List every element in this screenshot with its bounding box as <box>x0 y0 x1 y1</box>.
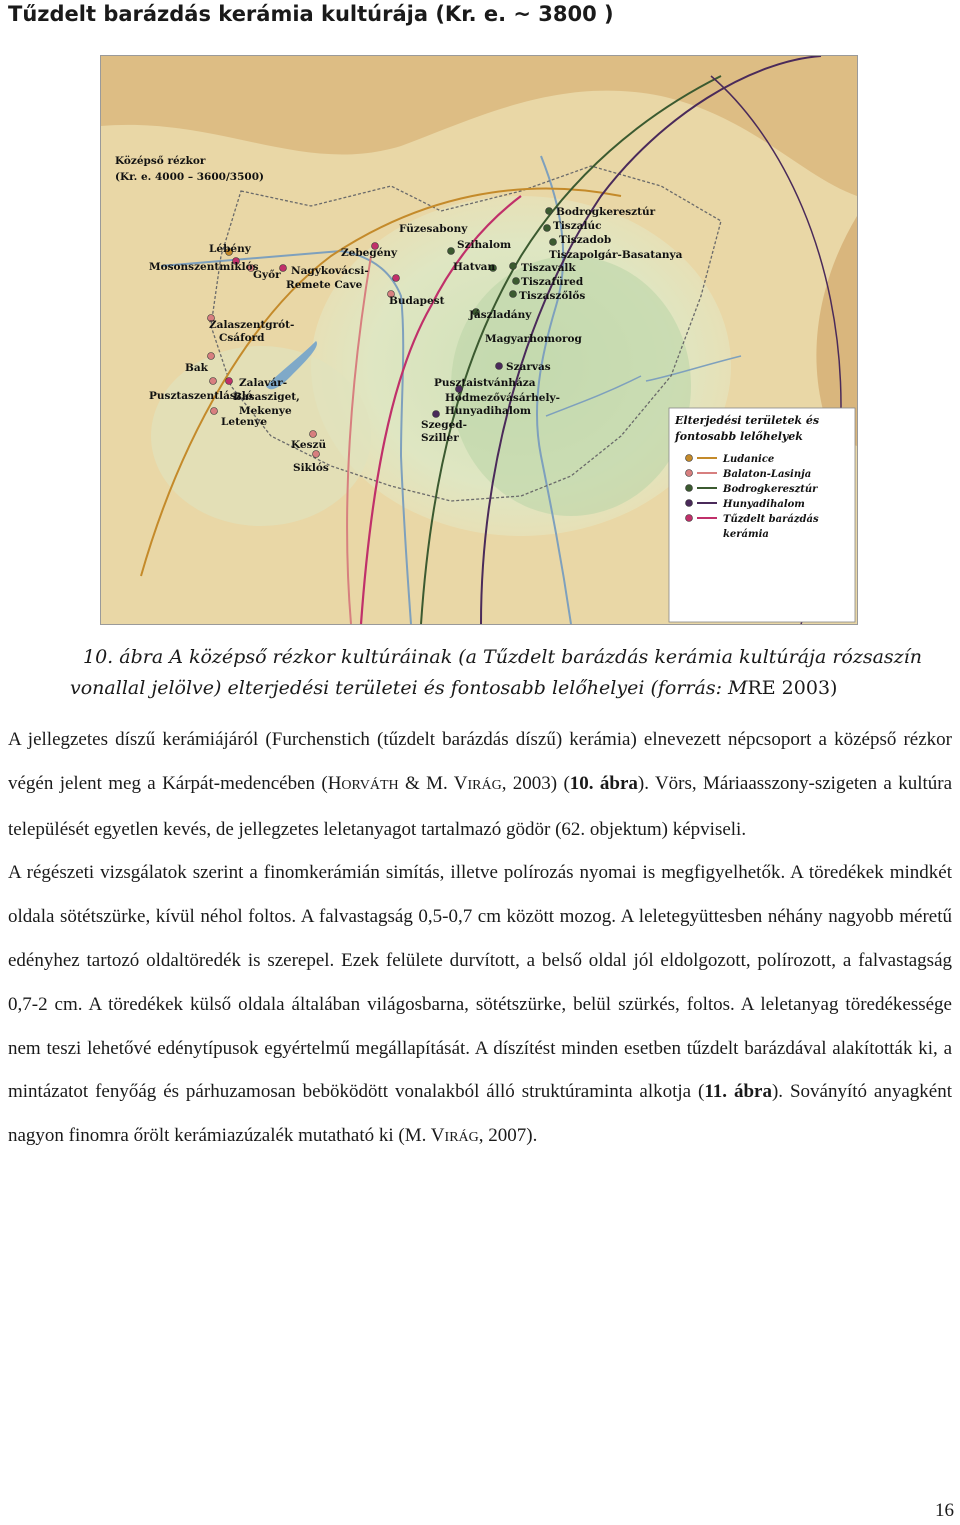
p1-text-b: & M. V <box>398 772 468 794</box>
site-marker <box>313 451 320 458</box>
site-label: Tiszafüred <box>521 276 584 288</box>
site-label: Zebegény <box>341 247 398 259</box>
legend-label: Ludanice <box>723 454 775 465</box>
site-label: Pusztaistvánháza <box>434 377 536 389</box>
site-marker <box>546 208 553 215</box>
site-label: Csáford <box>219 332 265 344</box>
site-marker <box>510 263 517 270</box>
legend-dot <box>686 455 693 462</box>
site-label: Magyarhomorog <box>485 333 582 345</box>
site-label: Lébény <box>209 243 251 255</box>
site-label: Pusztaszentlászló <box>149 390 253 402</box>
site-label: Jászladány <box>469 309 532 321</box>
paragraph-2 <box>8 851 952 1160</box>
legend-dot <box>686 515 693 522</box>
site-label: Tiszapolgár-Basatanya <box>549 249 683 261</box>
legend-label: Hunyadihalom <box>723 499 805 510</box>
figure-caption <box>8 642 952 704</box>
p2-text-b: ). Soványító anyagként nagyon finomra őrölt kerámiazúzalék mutatható ki (M. V <box>8 1081 952 1147</box>
site-label: Budapest <box>389 295 445 307</box>
site-marker <box>211 408 218 415</box>
site-marker <box>433 411 440 418</box>
site-label: Zalaszentgrót- <box>209 319 295 331</box>
legend-dot <box>686 500 693 507</box>
site-label: Hódmezővásárhely- <box>445 392 560 404</box>
p1-text-a: A jellegzetes díszű kerámiájáról (Furchenstich (tűzdelt barázdás díszű) kerámia) elnevezett népcsoport a középső rézkor végén jelent meg a Kárpát-medencében (H <box>8 729 952 794</box>
site-label: Szarvas <box>506 361 551 373</box>
p2-text-c: , 2007). <box>478 1125 538 1147</box>
site-marker <box>550 239 557 246</box>
site-label: Tiszavalk <box>521 262 576 274</box>
p1-text-d: ). Vörs, Máriaasszony-szigeten a kultúra települését egyetlen kevés, de jellegzetes leletanyagot tartalmazó gödör (62. objektum) képviseli. <box>8 772 953 840</box>
page-number: 16 <box>935 1500 954 1521</box>
author-horvath: ORVÁTH <box>341 777 399 793</box>
site-label: Sziller <box>421 432 459 444</box>
site-label: Tiszaszőlős <box>519 290 586 302</box>
body-text <box>8 718 952 1160</box>
site-label: Győr <box>253 269 281 281</box>
site-label: Mekenye <box>239 405 292 417</box>
site-marker <box>393 275 400 282</box>
site-label: Basasziget, <box>233 391 300 403</box>
map-title: Középső rézkor <box>115 155 206 167</box>
author-virag: IRÁG <box>467 777 502 793</box>
site-label: Szihalom <box>457 239 512 251</box>
site-marker <box>510 291 517 298</box>
site-label: Hatvan <box>453 261 496 273</box>
site-label: Szeged- <box>421 419 467 431</box>
legend-label: Tűzdelt barázdás <box>723 514 819 525</box>
map-svg <box>101 56 857 624</box>
legend-dot <box>686 470 693 477</box>
site-marker <box>448 248 455 255</box>
figure-ref-10: 10. ábra <box>569 772 638 794</box>
map-figure <box>100 55 858 625</box>
site-label: Keszü <box>291 439 327 451</box>
site-marker <box>310 431 317 438</box>
site-marker <box>496 363 503 370</box>
paragraph-1 <box>8 718 952 851</box>
legend-label: Bodrogkeresztúr <box>723 484 818 495</box>
site-label: Hunyadihalom <box>445 405 531 417</box>
site-label: Bak <box>185 362 208 374</box>
legend-label: kerámia <box>723 529 769 540</box>
legend-subtitle: fontosabb lelőhelyek <box>675 430 803 443</box>
figure-ref-11: 11. ábra <box>704 1081 772 1103</box>
p2-text-a: A régészeti vizsgálatok szerint a finomkerámián simítás, illetve polírozás nyomai is megfigyelhetők. A töredékek mindkét oldala sötétszürke, kívül néhol foltos. A falvastagság 0,5-0,7 cm között mozog. A leletegyüttesben néhány nagyobb méretű edényhez tartozó oldaltöredék is szerepel. Ezek felülete durvított, a belső oldal jól eldolgozott, polírozott, a falvastagság 0,7-2 cm. A töredékek külső oldala általában világosbarna, sötétszürke, belül szürkés, foltos. A leletanyag töredékessége nem teszi lehetővé edénytípusok egyértelmű megállapítását. A díszítést minden esetben tűzdelt barázdával alakították ki, a mintázatot fenyőág és párhuzamosan beböködött vonalakból álló struktúraminta alkotja ( <box>8 862 952 1103</box>
site-label: Füzesabony <box>399 223 468 235</box>
site-label: Remete Cave <box>286 279 363 291</box>
site-label: Tiszalúc <box>553 220 602 232</box>
legend-label: Balaton-Lasinja <box>723 469 812 480</box>
caption-line-1: 10. ábra A középső rézkor kultúráinak (a Tűzdelt barázdás kerámia kultúrája rózsaszín <box>83 646 922 668</box>
site-marker <box>210 378 217 385</box>
legend-title: Elterjedési területek és <box>675 414 820 427</box>
page-title: Tűzdelt barázdás kerámia kultúrája (Kr. e. ~ 3800 ) <box>8 2 614 26</box>
legend-dot <box>686 485 693 492</box>
p1-text-c: , 2003) ( <box>501 772 570 794</box>
site-marker <box>513 278 520 285</box>
site-label: Mosonszentmiklós <box>149 261 259 273</box>
map-subtitle: (Kr. e. 4000 – 3600/3500) <box>115 171 264 183</box>
site-label: Siklós <box>293 462 329 474</box>
site-label: Letenye <box>221 416 268 428</box>
caption-line-2 <box>8 673 952 704</box>
author-virag-2: IRÁG <box>444 1130 479 1146</box>
caption-line-2-end: RE 2003) <box>747 677 838 699</box>
site-marker <box>544 225 551 232</box>
site-marker <box>226 378 233 385</box>
map-legend <box>669 408 855 622</box>
site-label: Bodrogkeresztúr <box>556 206 656 218</box>
site-marker <box>208 353 215 360</box>
site-label: Nagykovácsi- <box>291 265 369 277</box>
transdanubia <box>151 346 371 526</box>
caption-line-2-text: vonallal jelölve) elterjedési területei és fontosabb lelőhelyei (forrás: M <box>70 677 748 699</box>
site-label: Tiszadob <box>559 234 612 246</box>
site-label: Zalavár- <box>239 377 288 389</box>
